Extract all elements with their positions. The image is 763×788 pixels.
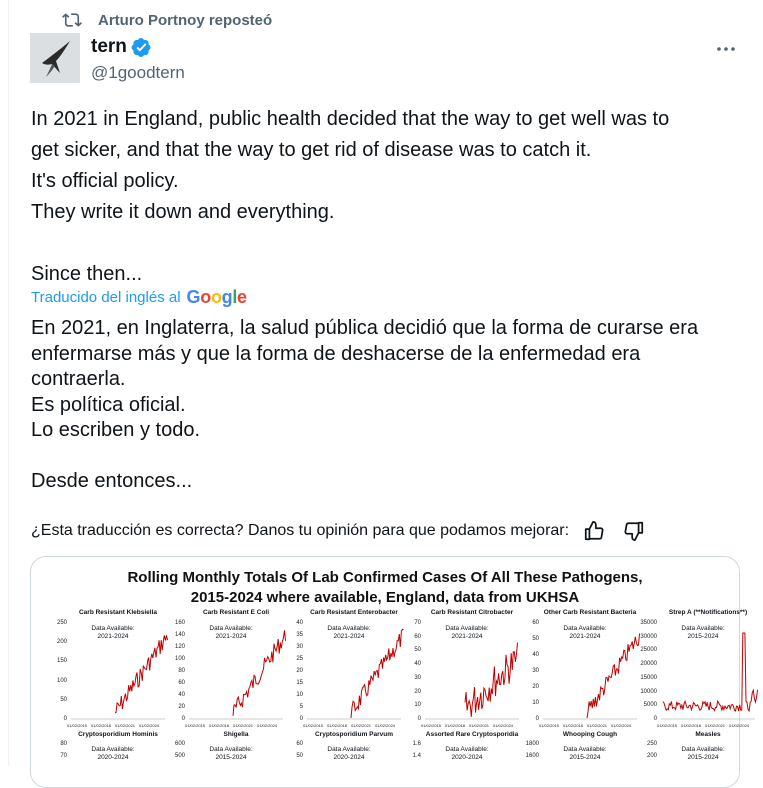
panel-availability-label: Data Available: xyxy=(91,625,135,632)
panel-y-tick: 70 xyxy=(414,620,421,626)
tweet-line-blank xyxy=(31,444,741,469)
tweet-line: Desde entonces... xyxy=(31,469,193,492)
panel-availability-label: Data Available: xyxy=(445,746,489,753)
panel-y-tick: 0 xyxy=(299,716,303,722)
translated-text: Traducido del inglés al xyxy=(31,289,181,306)
panel-x-tick: 01/02/2021 xyxy=(351,723,372,728)
panel-y-tick: 100 xyxy=(56,677,67,684)
tern-bird-icon xyxy=(30,33,80,83)
panel-y-tick: 20 xyxy=(296,668,303,674)
panel-availability-value: 2020-2024 xyxy=(333,754,365,761)
tweet-text-translated xyxy=(31,316,741,494)
panel-series-line xyxy=(425,623,527,723)
panel-x-tick: 01/02/2018 xyxy=(209,723,230,728)
repost-header[interactable] xyxy=(62,10,272,30)
panel-y-tick: 10000 xyxy=(640,688,657,695)
panel-availability-label: Data Available: xyxy=(209,625,253,632)
panel-series-line xyxy=(543,623,645,723)
panel-y-tick: 10 xyxy=(532,700,539,706)
panel-title: Shigella xyxy=(223,731,249,738)
panel-x-tick: 01/02/2018 xyxy=(681,723,702,728)
panel-y-tick: 0 xyxy=(63,716,67,722)
panel-availability-label: Data Available: xyxy=(91,746,135,753)
tweet-text-original xyxy=(31,104,731,290)
repost-icon xyxy=(62,10,82,30)
panel-y-tick: 20000 xyxy=(640,661,657,668)
panel-x-tick: 01/02/2018 xyxy=(91,723,112,728)
panel-title: Whooping Cough xyxy=(562,731,618,738)
panel-title: Carb Resistant Klebsiella xyxy=(78,609,158,616)
avatar[interactable] xyxy=(30,33,80,83)
panel-x-tick: 01/02/2024 xyxy=(611,723,632,728)
panel-y-tick: 20 xyxy=(414,688,421,695)
panel-y-tick: 120 xyxy=(174,644,185,650)
panel-y-tick: 5 xyxy=(299,704,303,710)
panel-x-tick: 01/02/2024 xyxy=(493,723,514,728)
panel-y-tick: 200 xyxy=(646,753,657,759)
tweet-line-blank xyxy=(31,228,731,259)
chart-title-line1: Rolling Monthly Totals Of Lab Confirmed Cases Of All These Pathogens, xyxy=(127,569,643,586)
panel-title: Assorted Rare Cryptosporidia xyxy=(425,731,519,738)
tweet-line: Since then... xyxy=(31,263,143,285)
panel-y-tick: 50 xyxy=(60,696,67,703)
panel-y-tick: 20 xyxy=(178,704,185,710)
translated-by-label[interactable] xyxy=(31,287,247,308)
panel-y-tick: 600 xyxy=(174,741,185,747)
feedback-text: ¿Esta traducción es correcta? Danos tu opinión para que podamos mejorar: xyxy=(31,522,570,539)
tweet-line: contraerla. xyxy=(31,368,126,390)
author-handle[interactable]: @1goodtern xyxy=(91,63,185,82)
tweet-line: They write it down and everything. xyxy=(31,201,335,223)
panel-y-tick: 50 xyxy=(414,647,421,654)
panel-x-tick: 01/02/2015 xyxy=(421,723,442,728)
panel-availability-label: Data Available: xyxy=(563,625,607,632)
panel-title: Carb Resistant Citrobacter xyxy=(430,609,514,616)
panel-x-tick: 01/02/2021 xyxy=(233,723,254,728)
panel-y-tick: 60 xyxy=(296,741,303,747)
tweet-line: En 2021, en Inglaterra, la salud pública decidió que la forma de curarse era xyxy=(31,317,699,339)
panel-y-tick: 60 xyxy=(532,620,539,626)
panel-y-tick: 1800 xyxy=(525,741,539,747)
panel-y-tick: 25 xyxy=(296,656,303,662)
panel-x-tick: 01/02/2015 xyxy=(185,723,206,728)
more-options-icon[interactable] xyxy=(714,37,738,61)
panel-y-tick: 1.6 xyxy=(412,741,421,747)
panel-title: Measles xyxy=(695,731,721,738)
panel-y-tick: 40 xyxy=(178,692,185,698)
panel-y-tick: 5000 xyxy=(643,702,657,709)
panel-y-tick: 250 xyxy=(646,741,657,747)
panel-title: Carb Resistant E Coli xyxy=(202,609,270,616)
panel-y-tick: 250 xyxy=(56,620,67,626)
panel-x-tick: 01/02/2015 xyxy=(539,723,560,728)
panel-y-tick: 25000 xyxy=(640,647,657,654)
panel-y-tick: 40 xyxy=(532,652,539,658)
tweet-line: In 2021 in England, public health decided that the way to get well was to xyxy=(31,108,670,130)
chart-title-line2: 2015-2024 where available, England, data from UKHSA xyxy=(190,589,580,606)
panel-y-tick: 60 xyxy=(414,633,421,640)
translation-feedback xyxy=(31,520,645,542)
panel-x-tick: 01/02/2021 xyxy=(469,723,490,728)
repost-text: Arturo Portnoy reposteó xyxy=(98,11,273,29)
panel-availability-label: Data Available: xyxy=(327,746,371,753)
panel-series-line xyxy=(71,623,173,723)
panel-y-tick: 80 xyxy=(60,741,67,747)
panel-x-tick: 01/02/2018 xyxy=(445,723,466,728)
panel-y-tick: 70 xyxy=(60,753,67,759)
panel-series-path xyxy=(663,633,758,711)
panel-x-tick: 01/02/2024 xyxy=(375,723,396,728)
timeline-divider xyxy=(8,0,9,766)
panel-availability-label: Data Available: xyxy=(445,625,489,632)
panel-y-tick: 50 xyxy=(296,753,303,759)
panel-series-path xyxy=(465,643,518,717)
thumbs-down-icon[interactable] xyxy=(623,520,645,542)
panel-y-tick: 30 xyxy=(414,674,421,681)
panel-title: Cryptosporidium Parvum xyxy=(314,731,393,738)
panel-y-tick: 50 xyxy=(532,636,539,642)
tweet-line: It's official policy. xyxy=(31,170,179,192)
panel-x-tick: 01/02/2021 xyxy=(115,723,136,728)
panel-x-tick: 01/02/2024 xyxy=(139,723,160,728)
panel-y-tick: 40 xyxy=(414,661,421,668)
panel-availability-value: 2020-2024 xyxy=(451,754,483,761)
panel-availability-value: 2021-2024 xyxy=(333,633,365,640)
panel-availability-value: 2021-2024 xyxy=(569,633,601,640)
panel-x-tick: 01/02/2015 xyxy=(67,723,88,728)
panel-x-tick: 01/02/2018 xyxy=(327,723,348,728)
tweet-line: get sicker, and that the way to get rid of disease was to catch it. xyxy=(31,139,592,161)
panel-x-tick: 01/02/2021 xyxy=(705,723,726,728)
panel-availability-label: Data Available: xyxy=(681,746,725,753)
panel-title: Strep A (**Notifications**) xyxy=(668,609,748,616)
panel-y-tick: 0 xyxy=(535,716,539,722)
panel-y-tick: 60 xyxy=(178,680,185,686)
panel-y-tick: 200 xyxy=(56,639,67,646)
panel-x-tick: 01/02/2015 xyxy=(657,723,678,728)
panel-y-tick: 0 xyxy=(653,716,657,722)
panel-y-tick: 10 xyxy=(296,692,303,698)
panel-y-tick: 160 xyxy=(174,620,185,626)
panel-x-tick: 01/02/2015 xyxy=(303,723,324,728)
panel-availability-value: 2015-2024 xyxy=(687,633,719,640)
panel-y-tick: 80 xyxy=(178,668,185,674)
tweet-line: Es política oficial. xyxy=(31,393,186,416)
panel-y-tick: 10 xyxy=(414,702,421,709)
panel-y-tick: 150 xyxy=(56,658,67,665)
tweet-line: Lo escriben y todo. xyxy=(31,419,200,441)
panel-title: Carb Resistant Enterobacter xyxy=(310,609,398,616)
panel-availability-value: 2021-2024 xyxy=(451,633,483,640)
panel-y-tick: 100 xyxy=(174,656,185,662)
author-name-row[interactable] xyxy=(91,36,152,58)
panel-y-tick: 15 xyxy=(296,680,303,686)
panel-availability-label: Data Available: xyxy=(563,746,607,753)
panel-availability-label: Data Available: xyxy=(209,746,253,753)
panel-y-tick: 30000 xyxy=(640,633,657,640)
panel-y-tick: 35 xyxy=(296,632,303,638)
panel-y-tick: 15000 xyxy=(640,674,657,681)
author-name[interactable]: tern xyxy=(91,36,127,57)
panel-title: Cryptosporidium Hominis xyxy=(78,731,158,738)
panel-y-tick: 1.4 xyxy=(412,753,421,759)
thumbs-up-icon[interactable] xyxy=(583,520,605,542)
panel-availability-value: 2021-2024 xyxy=(215,633,247,640)
panel-series-line xyxy=(307,623,409,723)
panel-y-tick: 30 xyxy=(532,668,539,674)
panel-series-line xyxy=(189,623,291,723)
panel-y-tick: 500 xyxy=(174,753,185,759)
panel-y-tick: 0 xyxy=(181,716,185,722)
panel-title: Other Carb Resistant Bacteria xyxy=(543,609,637,616)
panel-x-tick: 01/02/2024 xyxy=(729,723,750,728)
panel-x-tick: 01/02/2024 xyxy=(257,723,278,728)
panel-y-tick: 0 xyxy=(417,716,421,722)
panel-availability-label: Data Available: xyxy=(681,625,725,632)
panel-y-tick: 35000 xyxy=(640,620,657,626)
panel-y-tick: 140 xyxy=(174,632,185,638)
panel-series-line xyxy=(661,623,763,723)
panel-y-tick: 20 xyxy=(532,684,539,690)
panel-x-tick: 01/02/2018 xyxy=(563,723,584,728)
panel-y-tick: 1600 xyxy=(525,753,539,759)
panel-y-tick: 30 xyxy=(296,644,303,650)
panel-availability-value: 2015-2024 xyxy=(569,754,601,761)
google-logo: Google xyxy=(186,287,247,307)
tweet-line: enfermarse más y que la forma de deshacerse de la enfermedad era xyxy=(31,342,641,365)
panel-availability-value: 2015-2024 xyxy=(215,754,247,761)
panel-availability-label: Data Available: xyxy=(327,625,371,632)
panel-availability-value: 2020-2024 xyxy=(97,754,129,761)
panel-availability-value: 2021-2024 xyxy=(97,633,129,640)
media-card[interactable] xyxy=(30,556,750,788)
panel-availability-value: 2015-2024 xyxy=(687,754,719,761)
verified-badge-icon xyxy=(131,37,152,58)
panel-y-tick: 40 xyxy=(296,620,303,626)
panel-x-tick: 01/02/2021 xyxy=(587,723,608,728)
